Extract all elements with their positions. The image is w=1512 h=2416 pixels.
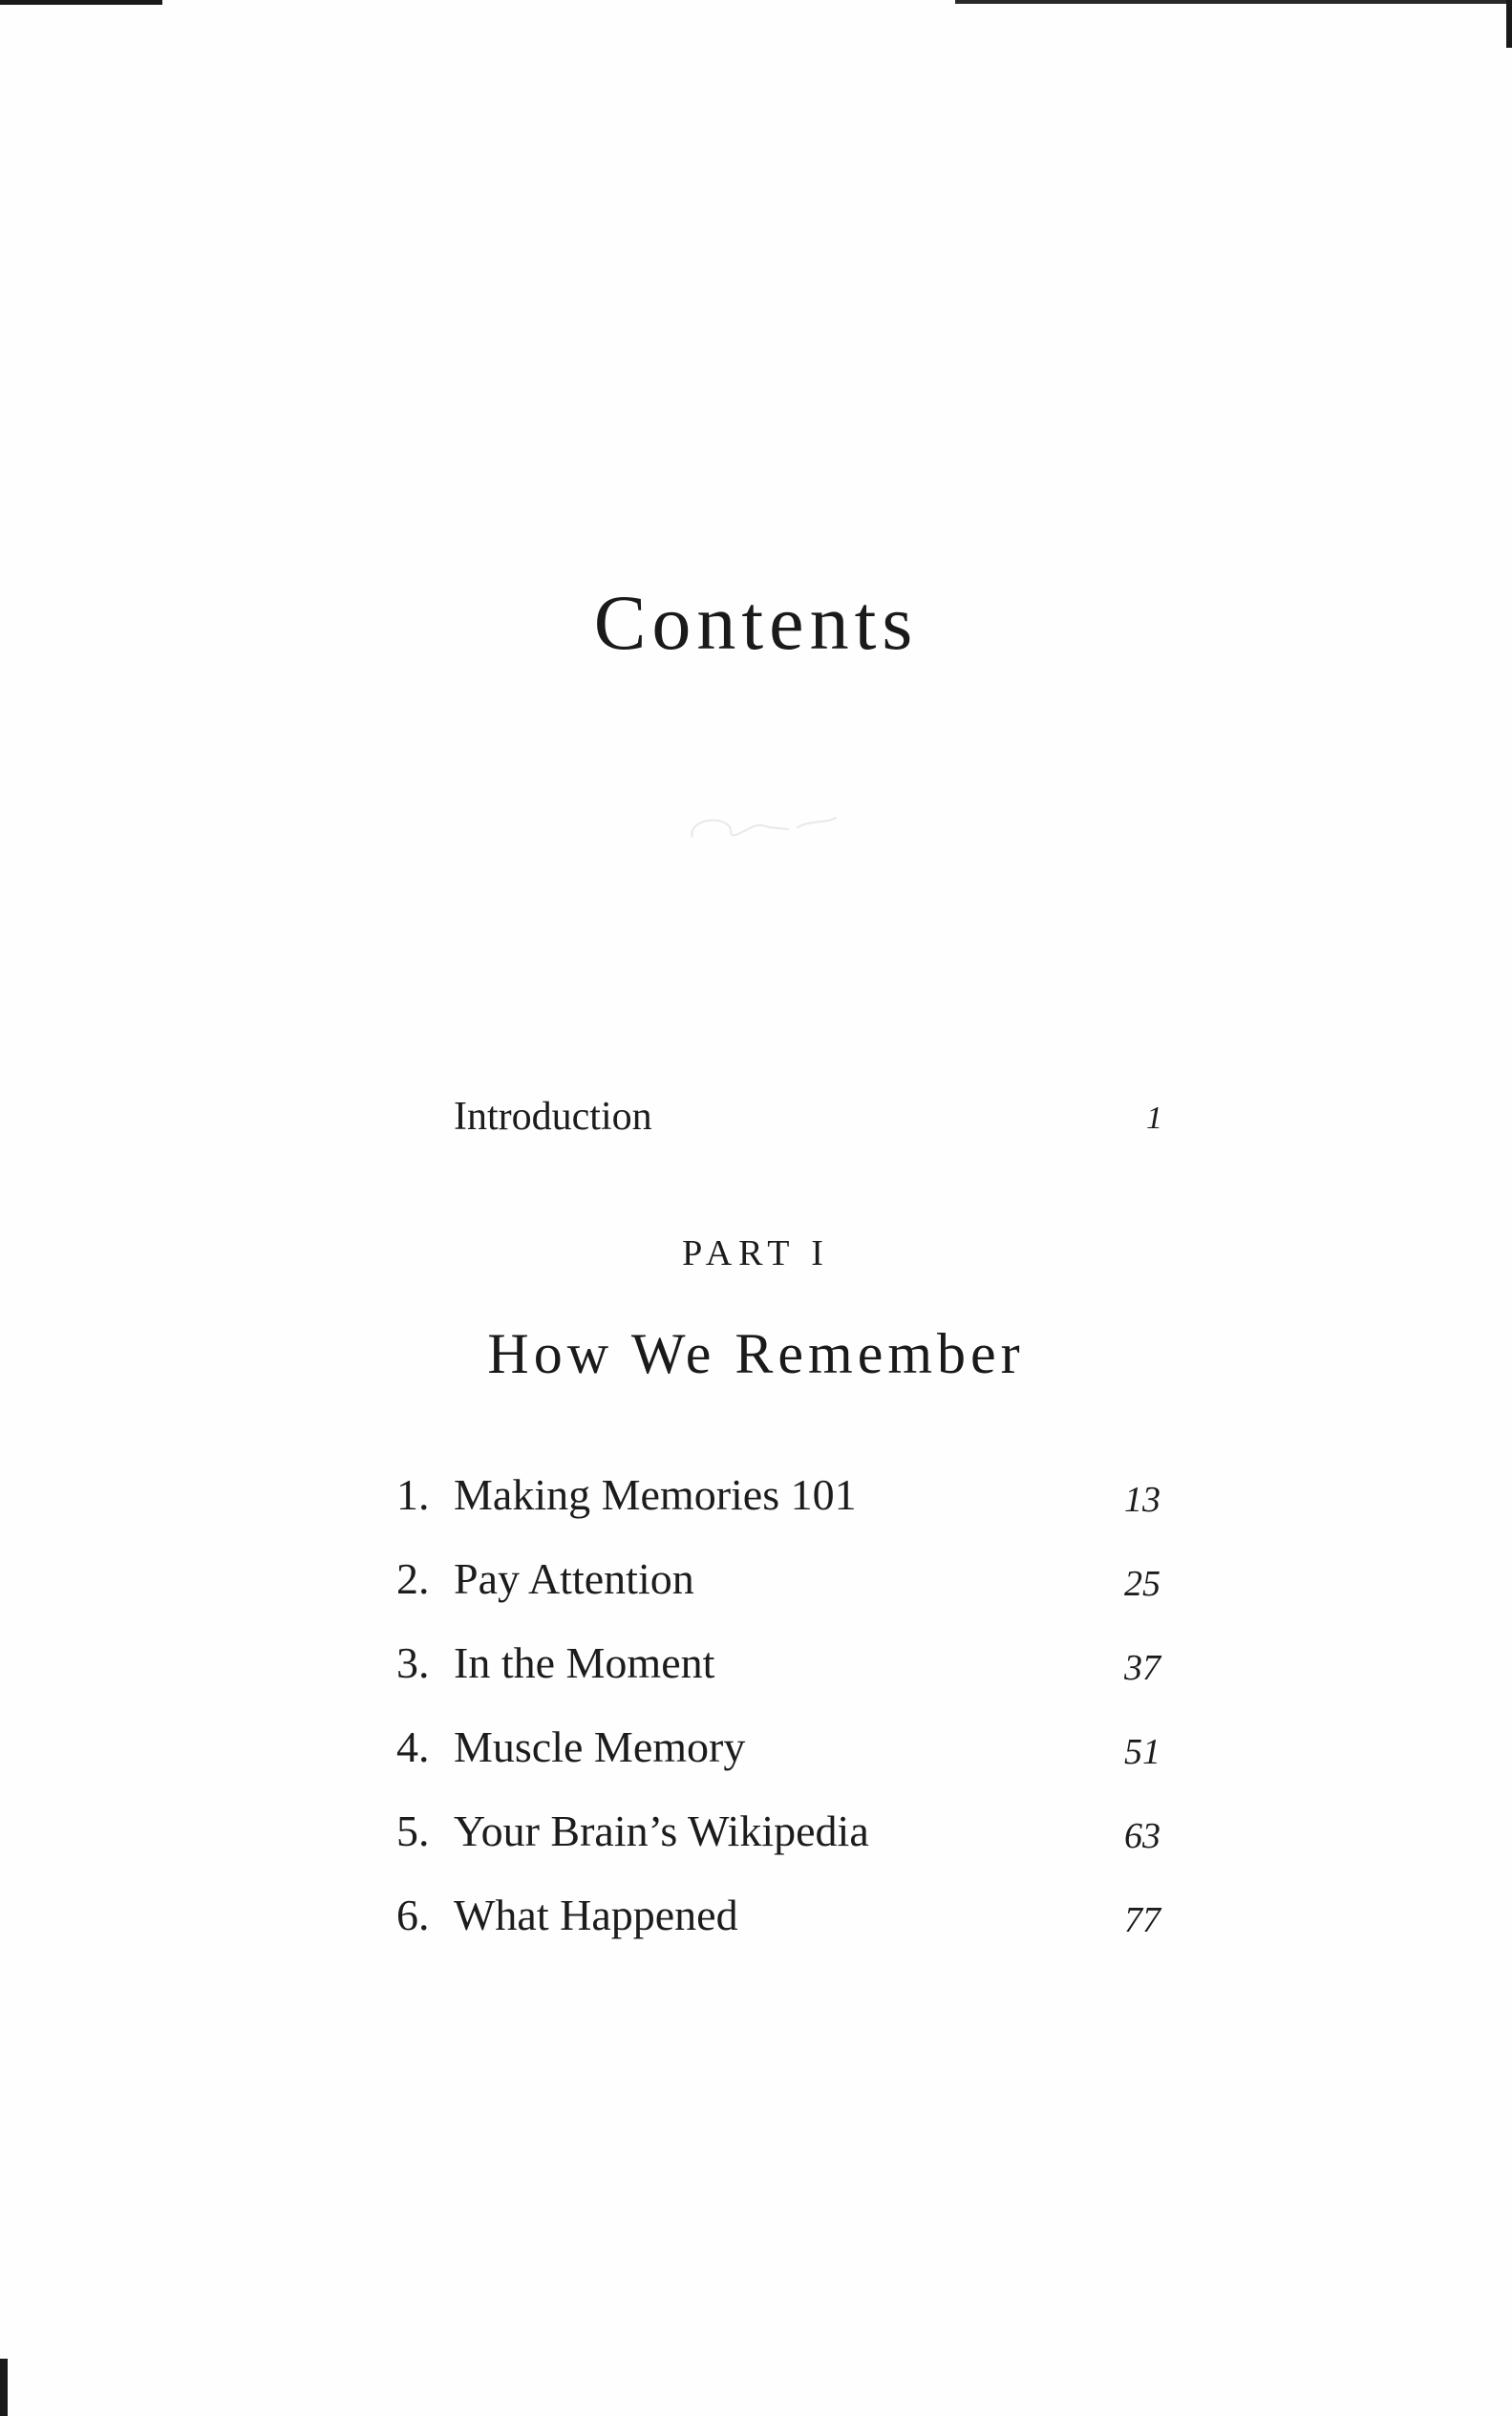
chapter-title: Making Memories 101 [454, 1470, 857, 1519]
chapter-title: In the Moment [454, 1638, 715, 1687]
toc-chapter-entry[interactable] [396, 1806, 1161, 1863]
chapter-number: 3. [396, 1638, 430, 1687]
chapter-number: 5. [396, 1807, 430, 1855]
toc-page-number: 1 [1146, 1101, 1162, 1136]
part-title: How We Remember [487, 1322, 1025, 1385]
scan-edge [955, 0, 1512, 4]
page-title: Contents [593, 579, 919, 666]
toc-page-number: 51 [1124, 1732, 1161, 1772]
chapter-number: 4. [396, 1722, 430, 1771]
flourish-ornament-icon [683, 810, 845, 848]
chapter-title: Your Brain’s Wikipedia [454, 1807, 869, 1855]
scan-edge [0, 2359, 8, 2416]
toc-page-number: 63 [1124, 1816, 1161, 1856]
toc-entry-introduction[interactable]: Introduction [454, 1095, 652, 1139]
toc-chapter-entry[interactable] [396, 1553, 1161, 1611]
chapter-number: 6. [396, 1891, 430, 1939]
chapter-title: Muscle Memory [454, 1722, 746, 1771]
toc-chapter-entry[interactable] [396, 1637, 1161, 1695]
chapter-number: 2. [396, 1554, 430, 1603]
toc-page-number: 25 [1124, 1564, 1161, 1604]
toc-page-number: 37 [1124, 1648, 1161, 1688]
chapter-number: 1. [396, 1470, 430, 1519]
chapter-title: Pay Attention [454, 1554, 694, 1603]
toc-chapter-entry[interactable] [396, 1469, 1161, 1527]
toc-page-number: 13 [1124, 1480, 1161, 1520]
scan-edge [1506, 0, 1512, 48]
toc-chapter-entry[interactable] [396, 1890, 1161, 1947]
toc-page-number: 77 [1124, 1900, 1161, 1940]
chapter-title: What Happened [454, 1891, 738, 1939]
scan-edge [0, 0, 162, 5]
part-label: PART I [682, 1233, 830, 1273]
toc-chapter-entry[interactable] [396, 1721, 1161, 1779]
